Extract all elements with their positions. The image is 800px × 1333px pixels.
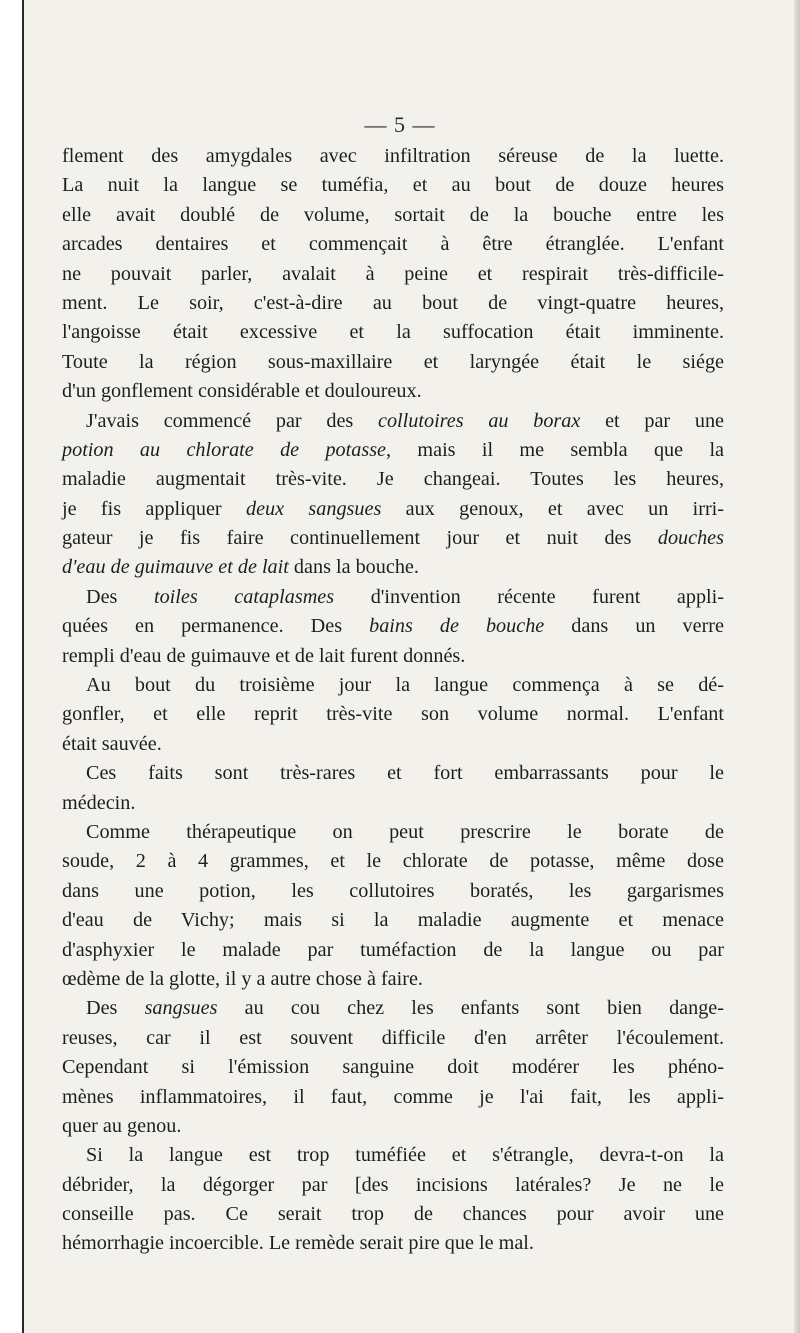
page-left-margin	[0, 0, 22, 1333]
italic-text: deux sangsues	[245, 497, 382, 520]
text-line	[62, 348, 724, 377]
text-run: débrider, la dégorger par [des incisions latérales? Je ne le	[62, 1173, 724, 1196]
text-run: flement des amygdales avec infiltration séreuse de la luette.	[62, 145, 724, 167]
text-line	[62, 230, 724, 259]
text-run: d'un gonflement considérable et douloureux.	[62, 380, 422, 403]
text-run: quer au genou.	[62, 1114, 182, 1137]
text-line	[62, 465, 724, 494]
text-run: , mais il me sembla que la	[386, 438, 725, 461]
text-run: d'eau de Vichy; mais si la maladie augmente et menace	[62, 909, 724, 932]
text-run: dans la bouche.	[288, 556, 419, 579]
text-line	[62, 1083, 724, 1112]
text-run: ment. Le soir, c'est-à-dire au bout de vingt-quatre heures,	[62, 291, 724, 314]
text-run: l'angoisse était excessive et la suffocation était imminente.	[62, 321, 724, 344]
italic-text: sangsues	[144, 997, 218, 1020]
text-line	[62, 1024, 724, 1053]
text-run: et par une	[580, 409, 725, 432]
text-line	[62, 377, 724, 406]
text-run: Ces faits sont très-rares et fort embarrassants pour le	[86, 762, 724, 785]
text-run: Toute la région sous-maxillaire et laryngée était le siége	[62, 350, 724, 373]
text-line	[62, 877, 724, 906]
text-line	[62, 289, 724, 318]
binding-edge-line	[22, 0, 24, 1333]
text-line	[62, 171, 724, 200]
text-run: quées en permanence. Des	[62, 615, 370, 638]
text-line	[62, 260, 724, 289]
text-run: d'asphyxier le malade par tuméfaction de la langue ou par	[62, 938, 724, 961]
text-line	[62, 847, 724, 876]
text-line	[62, 1141, 724, 1170]
italic-text: douches	[657, 527, 724, 550]
page-number: — 5 —	[364, 112, 436, 137]
text-line	[62, 1112, 724, 1141]
text-line	[62, 642, 724, 671]
text-line	[62, 612, 724, 641]
text-run: La nuit la langue se tuméfia, et au bout de douze heures	[62, 174, 724, 197]
text-run: conseille pas. Ce serait trop de chances pour avoir une	[62, 1203, 724, 1226]
text-run: dans un verre	[544, 615, 724, 638]
text-run: œdème de la glotte, il y a autre chose à faire.	[62, 967, 423, 990]
text-line	[62, 730, 724, 759]
text-run: gateur je fis faire continuellement jour et nuit des	[62, 527, 658, 550]
text-line	[62, 318, 724, 347]
text-run: mènes inflammatoires, il faut, comme je l'ai fait, les appli-	[62, 1085, 724, 1108]
page-right-shadow	[794, 0, 800, 1333]
text-run: médecin.	[62, 791, 136, 814]
text-line	[62, 583, 724, 612]
text-line	[62, 436, 724, 465]
text-line	[62, 700, 724, 729]
text-line	[62, 994, 724, 1023]
italic-text: bains de bouche	[369, 615, 545, 638]
text-run: Comme thérapeutique on peut prescrire le borate de	[86, 820, 724, 843]
italic-text: potion au chlorate de potasse	[62, 438, 387, 461]
text-line	[62, 789, 724, 818]
text-run: Si la langue est trop tuméfiée et s'étrangle, devra-t-on la	[86, 1144, 724, 1167]
text-run: aux genoux, et avec un irri-	[381, 497, 724, 520]
text-line	[62, 965, 724, 994]
text-line	[62, 407, 724, 436]
text-line	[62, 1171, 724, 1200]
text-run: soude, 2 à 4 grammes, et le chlorate de potasse, même dose	[62, 850, 724, 873]
body-text	[62, 142, 724, 1259]
text-run: Des	[86, 585, 154, 608]
text-line	[62, 818, 724, 847]
text-run: gonfler, et elle reprit très-vite son volume normal. L'enfant	[62, 703, 724, 726]
text-run: Des	[86, 997, 145, 1020]
italic-text: toiles cataplasmes	[153, 585, 335, 608]
text-line	[62, 201, 724, 230]
text-run: Au bout du troisième jour la langue commença à se dé-	[86, 674, 724, 697]
text-line	[62, 1200, 724, 1229]
text-run: maladie augmentait très-vite. Je changeai. Toutes les heures,	[62, 468, 724, 491]
text-run: elle avait doublé de volume, sortait de la bouche entre les	[62, 203, 724, 226]
text-run: était sauvée.	[62, 732, 162, 755]
text-line	[62, 1229, 724, 1258]
text-run: arcades dentaires et commençait à être étranglée. L'enfant	[62, 233, 724, 256]
text-run: Cependant si l'émission sanguine doit modérer les phéno-	[62, 1056, 724, 1079]
text-run: au cou chez les enfants sont bien dange-	[217, 997, 724, 1020]
text-run: ne pouvait parler, avalait à peine et respirait très-difficile-	[62, 262, 724, 285]
text-line	[62, 524, 724, 553]
text-line	[62, 671, 724, 700]
text-run: rempli d'eau de guimauve et de lait furent donnés.	[62, 644, 466, 667]
text-run: dans une potion, les collutoires boratés, les gargarismes	[62, 879, 724, 902]
text-line	[62, 495, 724, 524]
italic-text: collutoires au borax	[378, 409, 581, 432]
text-run: hémorrhagie incoercible. Le remède serait pire que le mal.	[62, 1232, 534, 1255]
text-line	[62, 936, 724, 965]
text-line	[62, 142, 724, 171]
text-line	[62, 1053, 724, 1082]
text-run: reuses, car il est souvent difficile d'en arrêter l'écoulement.	[62, 1026, 724, 1049]
text-run: je fis appliquer	[62, 497, 246, 520]
text-line	[62, 906, 724, 935]
text-run: d'invention récente furent appli-	[334, 585, 724, 608]
text-line	[62, 759, 724, 788]
italic-text: d'eau de guimauve et de lait	[62, 556, 289, 579]
text-line	[62, 553, 724, 582]
text-run: J'avais commencé par des	[86, 409, 378, 432]
